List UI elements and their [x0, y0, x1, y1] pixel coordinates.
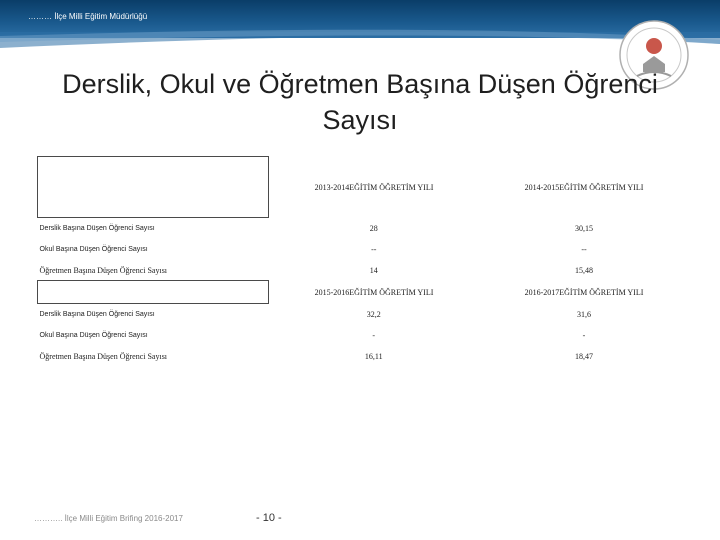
row-label: Derslik Başına Düşen Öğrenci Sayısı — [38, 218, 269, 239]
table-cell: 31,6 — [479, 304, 689, 325]
row-label: Öğretmen Başına Düşen Öğrenci Sayısı — [38, 260, 269, 281]
table-cell: 14 — [269, 260, 480, 281]
table-cell: 18,47 — [479, 346, 689, 367]
student-ratio-table — [37, 156, 689, 366]
table-row — [38, 239, 690, 260]
row-label: Öğretmen Başına Düşen Öğrenci Sayısı — [38, 346, 269, 367]
year-header-2016-2017: 2016-2017EĞİTİM ÖĞRETİM YILI — [479, 281, 689, 304]
row-label: Derslik Başına Düşen Öğrenci Sayısı — [38, 304, 269, 325]
page-number: - 10 - — [256, 512, 282, 524]
table-cell: -- — [269, 239, 480, 260]
slide-title-line1: Derslik, Okul ve Öğretmen Başına Düşen Öğrenci — [62, 69, 658, 99]
table-header-row-1 — [38, 157, 690, 218]
table-row — [38, 218, 690, 239]
table-row — [38, 304, 690, 325]
table-cell: 16,11 — [269, 346, 480, 367]
table-cell: -- — [479, 239, 689, 260]
year-header-2013-2014: 2013-2014EĞİTİM ÖĞRETİM YILI — [269, 157, 480, 218]
table-corner-cell — [38, 157, 269, 218]
header-swoosh — [0, 26, 720, 56]
table-spacer-cell — [38, 281, 269, 304]
table-row — [38, 346, 690, 367]
year-header-2015-2016: 2015-2016EĞİTİM ÖĞRETİM YILI — [269, 281, 480, 304]
table-row — [38, 260, 690, 281]
slide-title — [30, 66, 690, 138]
row-label: Okul Başına Düşen Öğrenci Sayısı — [38, 325, 269, 346]
slide-title-line2: Sayısı — [322, 105, 398, 135]
footer-text: ……….. İlçe Milli Eğitim Brifing 2016-2017 — [34, 514, 183, 523]
table-cell: - — [479, 325, 689, 346]
row-label: Okul Başına Düşen Öğrenci Sayısı — [38, 239, 269, 260]
table-header-row-2 — [38, 281, 690, 304]
table-cell: 15,48 — [479, 260, 689, 281]
year-header-2014-2015: 2014-2015EĞİTİM ÖĞRETİM YILI — [479, 157, 689, 218]
table-cell: 30,15 — [479, 218, 689, 239]
table-cell: 28 — [269, 218, 480, 239]
table-cell: 32,2 — [269, 304, 480, 325]
table-cell: - — [269, 325, 480, 346]
table-row — [38, 325, 690, 346]
header-title: ……… İlçe Milli Eğitim Müdürlüğü — [28, 12, 148, 21]
